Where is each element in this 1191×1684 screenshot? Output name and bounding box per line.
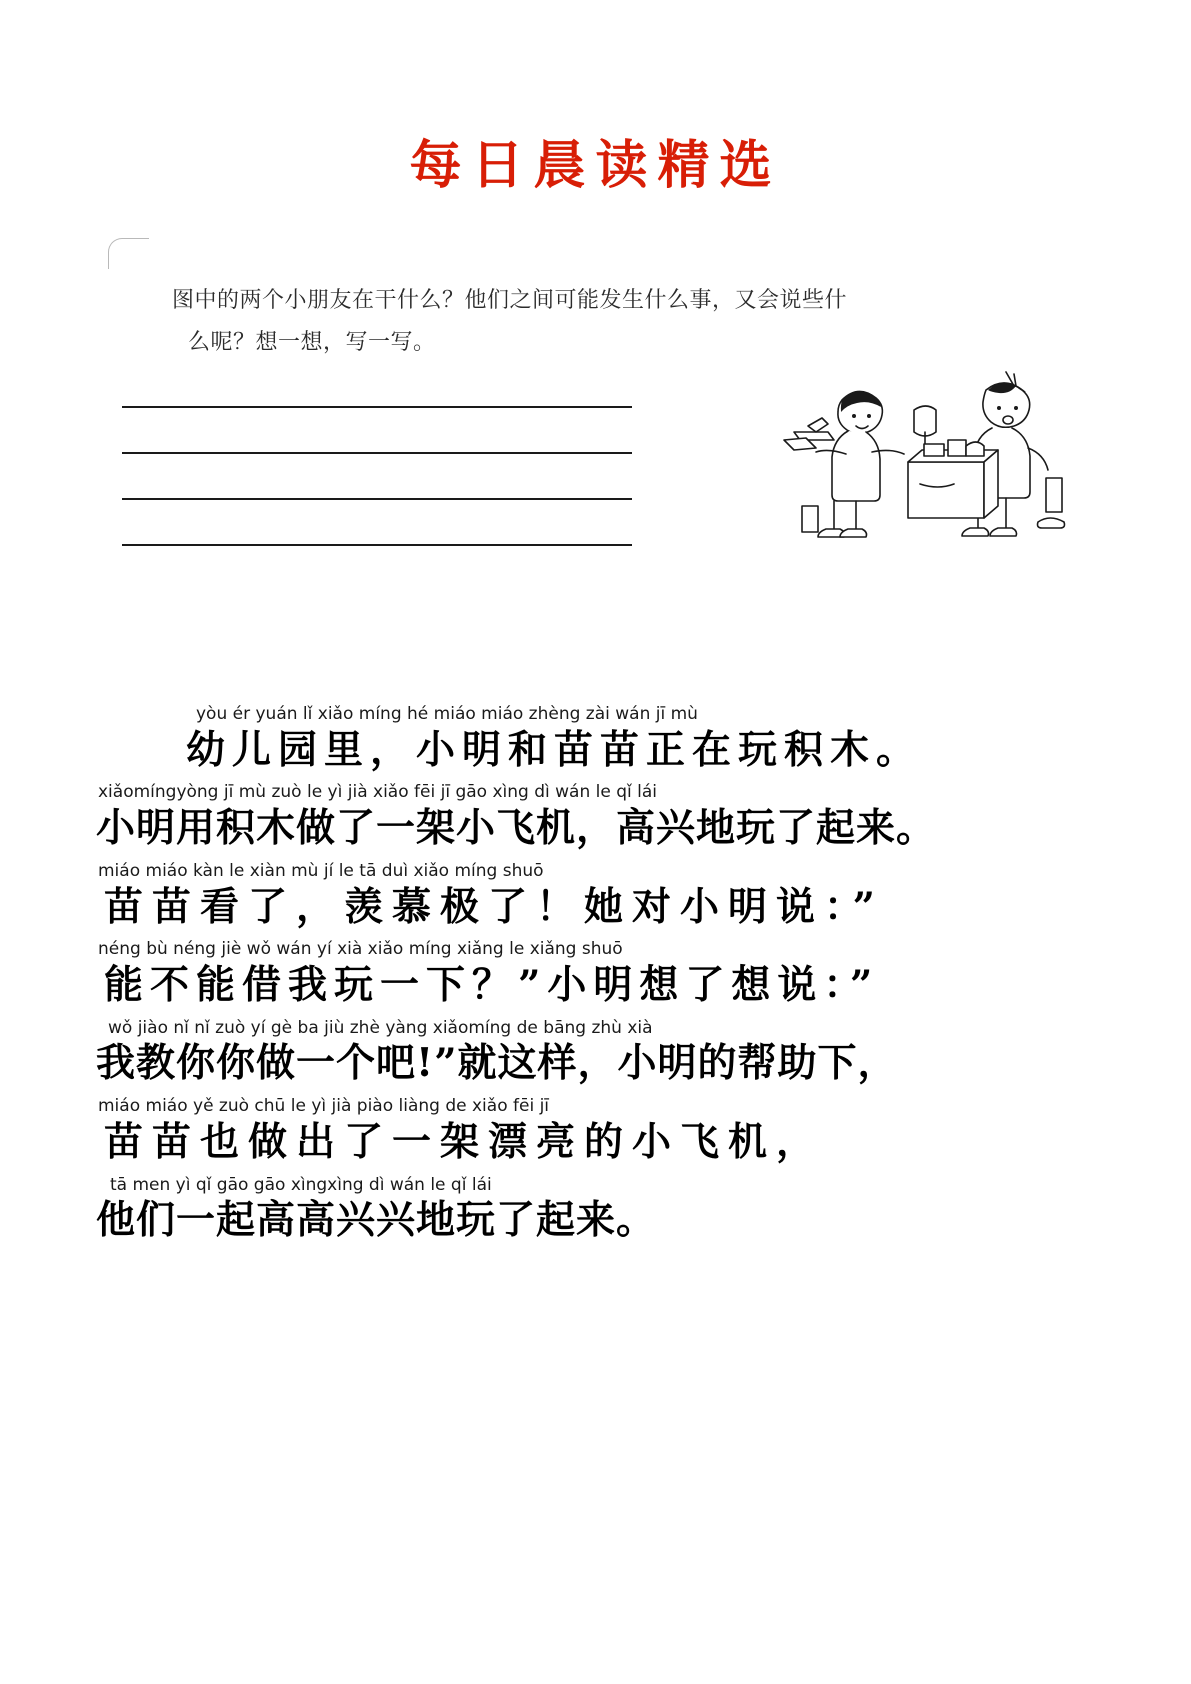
prompt-line-2 xyxy=(172,322,1072,364)
pinyin-row: wǒ jiào nǐ nǐ zuò yí gè ba jiù zhè yàng xiǎomíng de bāng zhù xià xyxy=(108,1017,653,1038)
writing-line[interactable] xyxy=(122,452,632,454)
hanzi-row: 苗苗看了，羡慕极了！她对小明说：” xyxy=(104,883,884,930)
hanzi-row: 小明用积木做了一架小飞机，高兴地玩了起来。 xyxy=(96,805,937,852)
passage-line xyxy=(0,1019,1191,1088)
writing-line[interactable] xyxy=(122,544,632,546)
passage-line xyxy=(0,1176,1191,1245)
hanzi-row: 他们一起高高兴兴地玩了起来。 xyxy=(96,1197,657,1244)
hanzi-row: 我教你你做一个吧!”就这样，小明的帮助下， xyxy=(96,1040,898,1087)
writing-lines xyxy=(122,406,632,546)
pinyin-row: tā men yì qǐ gāo gāo xìngxìng dì wán le qǐ lái xyxy=(110,1174,492,1195)
writing-line[interactable] xyxy=(122,498,632,500)
hanzi-row: 苗苗也做出了一架漂亮的小飞机， xyxy=(104,1118,825,1165)
writing-line[interactable] xyxy=(122,406,632,408)
passage-line xyxy=(0,783,1191,852)
worksheet-card xyxy=(108,238,1088,583)
worksheet-corner-decoration xyxy=(108,238,149,269)
passage-line xyxy=(0,940,1191,1009)
pinyin-row: miáo miáo yě zuò chū le yì jià piào liàng de xiǎo fēi jī xyxy=(98,1096,550,1117)
page-title: 每日晨读精选 xyxy=(409,135,782,196)
reading-passage xyxy=(0,705,1191,1254)
hanzi-row: 能不能借我玩一下？”小明想了想说：” xyxy=(104,962,880,1008)
hanzi-row: 幼儿园里，小明和苗苗正在玩积木。 xyxy=(186,726,923,773)
pinyin-row: miáo miáo kàn le xiàn mù jí le tā duì xiǎo míng shuō xyxy=(98,860,544,881)
children-playing-blocks-illustration xyxy=(780,366,1080,556)
prompt-line-1: 图中的两个小朋友在干什么？他们之间可能发生什么事，又会说些什 xyxy=(172,288,848,313)
pinyin-row: xiǎomíngyòng jī mù zuò le yì jià xiǎo fēi jī gāo xìng dì wán le qǐ lái xyxy=(98,782,657,803)
pinyin-row: néng bù néng jiè wǒ wán yí xià xiǎo míng xiǎng le xiǎng shuō xyxy=(98,939,623,960)
passage-line xyxy=(0,1097,1191,1166)
prompt-line-2-text: 么呢？想一想，写一写。 xyxy=(188,329,436,355)
worksheet-prompt xyxy=(172,280,1072,364)
passage-line xyxy=(0,862,1191,931)
pinyin-row: yòu ér yuán lǐ xiǎo míng hé miáo miáo zhèng zài wán jī mù xyxy=(196,704,698,724)
passage-line xyxy=(0,705,1191,774)
